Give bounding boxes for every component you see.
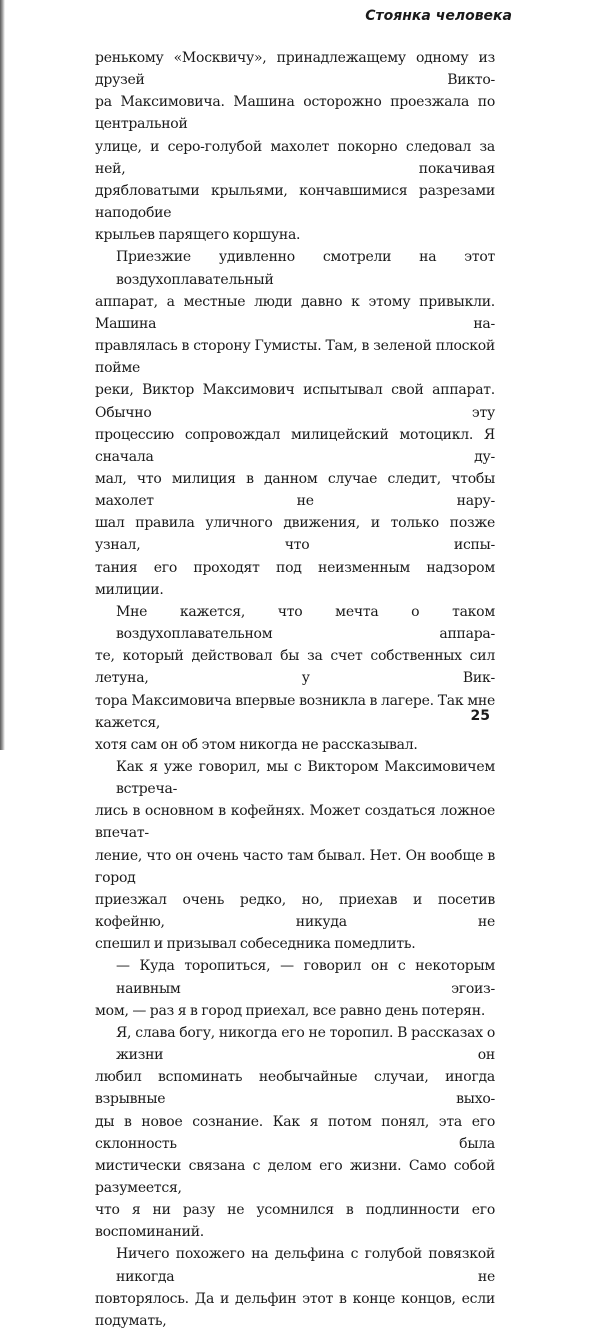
text-line: улице, и серо-голубой махолет покорно следовал за ней, покачивая [95, 138, 495, 177]
text-line: мистически связана с делом его жизни. Само собой разумеется, [95, 1157, 495, 1196]
text-line: дрябловатыми крыльями, кончавшимися разрезами наподобие [95, 182, 495, 222]
text-line: ление, что он очень часто там бывал. Нет. Он вообще в город [95, 847, 495, 886]
text-line: ды в новое сознание. Как я потом понял, эта его склонность была [95, 1113, 495, 1152]
text-line: любил вспоминать необычайные случаи, иногда взрывные выхо- [95, 1069, 495, 1108]
body-paragraphs [95, 47, 495, 1332]
text-line: ренькому «Москвичу», принадлежащему одному из друзей Викто- [95, 50, 495, 89]
running-title: Стоянка человека [365, 8, 512, 24]
text-line: мал, что милиция в данном случае следит, чтобы махолет не нару- [95, 470, 495, 510]
text-line: аппарат, а местные люди давно к этому привыкли. Машина на- [95, 293, 495, 332]
text-line: ра Максимовича. Машина осторожно проезжала по центральной [95, 94, 495, 133]
text-line: реки, Виктор Максимович испытывал свой аппарат. Обычно эту [95, 382, 495, 421]
text-line: правлялась в сторону Гумисты. Там, в зеленой плоской пойме [95, 338, 495, 377]
text-line: приезжал очень редко, но, приехав и посетив кофейню, никуда не [95, 891, 495, 931]
text-line: мом, — раз я в город приехал, все равно день потерян. [95, 1002, 486, 1019]
text-line: — Куда торопиться, — говорил он с некоторым наивным эгоиз- [116, 958, 495, 997]
text-line: что я ни разу не усомнился в подлинности его воспоминаний. [95, 1202, 495, 1241]
text-line: хотя сам он об этом никогда не рассказывал. [95, 736, 418, 753]
text-line: крыльев парящего коршуна. [95, 227, 301, 244]
page-binding-edge [0, 0, 5, 750]
text-line: Ничего похожего на дельфина с голубой повязкой никогда не [116, 1246, 495, 1285]
text-line: лись в основном в кофейнях. Может создаться ложное впечат- [95, 803, 495, 842]
text-line: Приезжие удивленно смотрели на этот воздухоплавательный [116, 249, 495, 288]
body-text [95, 47, 495, 1332]
text-line: те, который действовал бы за счет собственных сил летуна, у Вик- [95, 648, 495, 687]
text-line: повторялось. Да и дельфин этот в конце концов, если подумать, [95, 1290, 495, 1329]
text-line: шал правила уличного движения, и только позже узнал, что испы- [95, 515, 495, 554]
page-number: 25 [470, 708, 490, 724]
text-line: процессию сопровождал милицейский мотоцикл. Я сначала ду- [95, 426, 495, 465]
text-line: тора Максимовича впервые возникла в лагере. Так мне кажется, [95, 692, 495, 731]
text-line: Мне кажется, что мечта о таком воздухоплавательном аппара- [116, 603, 495, 643]
text-line: Как я уже говорил, мы с Виктором Максимовичем встреча- [116, 759, 495, 798]
text-line: тания его проходят под неизменным надзором милиции. [95, 559, 495, 598]
text-line: Я, слава богу, никогда его не торопил. В рассказах о жизни он [116, 1024, 495, 1064]
text-line: спешил и призывал собеседника помедлить. [95, 936, 416, 953]
